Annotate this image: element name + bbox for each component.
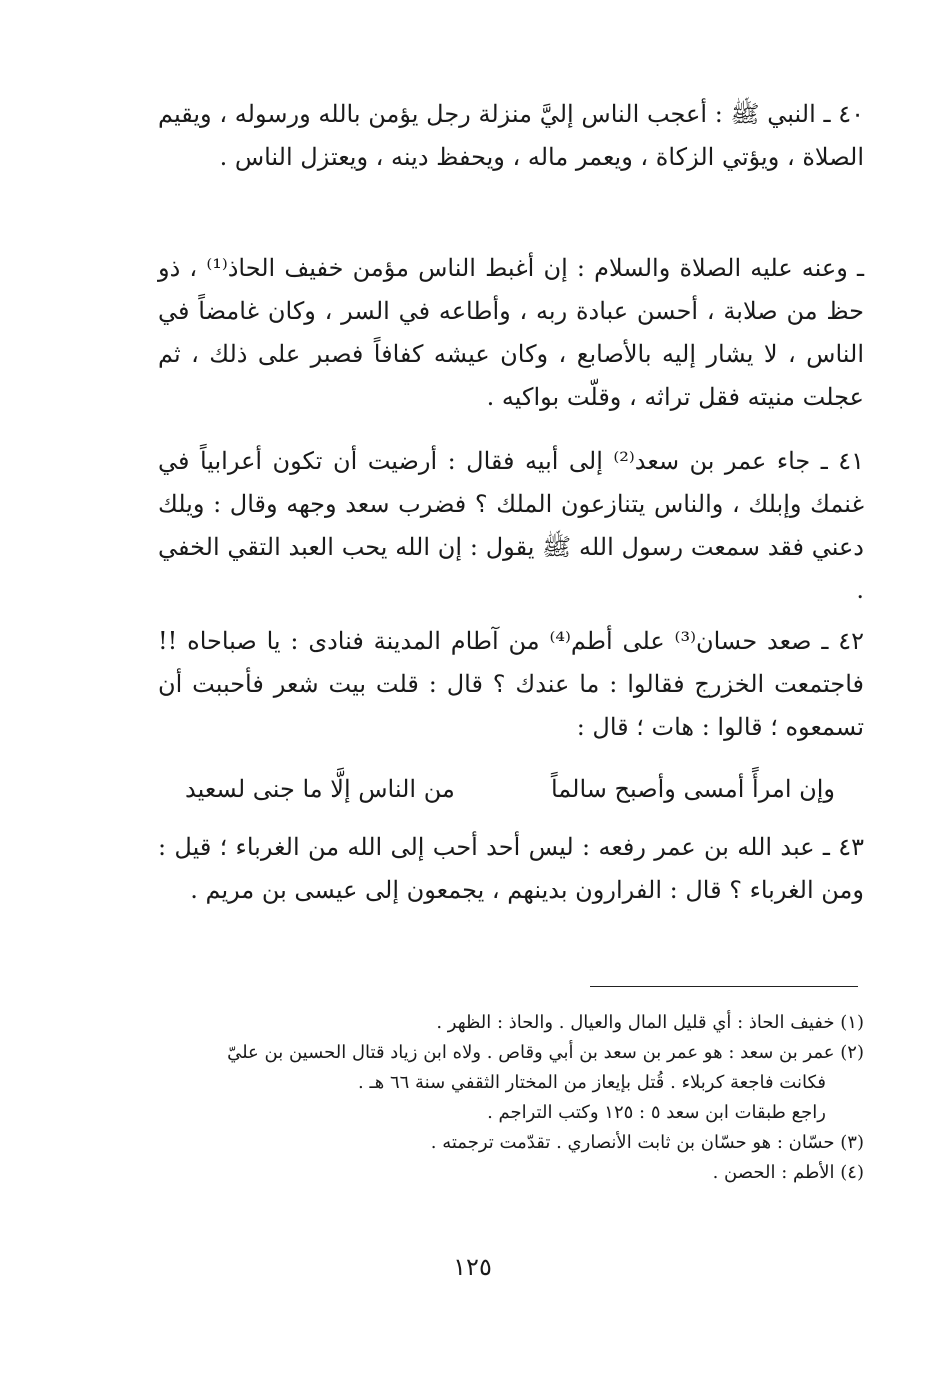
footnote-2: (٢) عمر بن سعد : هو عمر بن سعد بن أبي وقاص . ولاه ابن زياد قتال الحسين بن عليّ: [227, 1042, 864, 1063]
footnote-divider: [590, 986, 858, 987]
poetry-verse: [185, 766, 835, 812]
paragraph-40b-text: ـ وعنه عليه الصلاة والسلام : إن أغبط الناس مؤمن خفيف الحاذ⁽¹⁾ ، ذو حظ من صلابة ، أحسن عبادة ربه ، وأطاعه في السر ، وكان غامضاً في الناس ، لا يشار إليه بالأصابع ، وكان عيشه كفافاً فصبر على ذلك ، ثم عجلت منيته فقل تراثه ، وقلّت بواكيه .: [158, 254, 864, 411]
paragraph-40-text: ٤٠ ـ النبي ﷺ : أعجب الناس إليَّ منزلة رجل يؤمن بالله ورسوله ، ويقيم الصلاة ، ويؤتي الزكاة ، ويعمر ماله ، ويحفظ دينه ، ويعتزل الناس .: [158, 100, 864, 171]
footnotes: [150, 1008, 864, 1188]
paragraph-43-text: ٤٣ ـ عبد الله بن عمر رفعه : ليس أحد أحب إلى الله من الغرباء ؛ قيل : ومن الغرباء ؟ قال : الفرارون بدينهم ، يجمعون إلى عيسى بن مريم .: [158, 833, 864, 904]
paragraph-42-text: ٤٢ ـ صعد حسان⁽³⁾ على أطم⁽⁴⁾ من آطام المدينة فنادى : يا صباحاه !! فاجتمعت الخزرج فقالوا : ما عندك ؟ قال : قلت بيت شعر فأحببت أن تسمعوه ؛ قالوا : هات ؛ قال :: [158, 627, 865, 741]
paragraph-41-text: ٤١ ـ جاء عمر بن سعد⁽²⁾ إلى أبيه فقال : أرضيت أن تكون أعرابياً في غنمك وإبلك ، والناس يتنازعون الملك ؟ فضرب سعد وجهه وقال : ويلك دعني فقد سمعت رسول الله ﷺ يقول : إن الله يحب العبد التقي الخفي .: [158, 447, 864, 604]
verse-second-hemistich: من الناس إلَّا ما جنى لسعيد: [185, 775, 455, 803]
paragraph-43: [158, 826, 864, 912]
paragraph-41: [158, 440, 864, 612]
footnote-1: (١) خفيف الحاذ : أي قليل المال والعيال . والحاذ : الظهر .: [436, 1012, 864, 1033]
footnote-2-line-3: راجع طبقات ابن سعد ٥ : ١٢٥ وكتب التراجم .: [487, 1102, 826, 1123]
footnote-2-line-2: فكانت فاجعة كربلاء . قُتل بإيعاز من المختار الثقفي سنة ٦٦ هـ .: [358, 1072, 826, 1093]
page-number: ١٢٥: [453, 1253, 492, 1281]
verse-first-hemistich: وإن امرأً أمسى وأصبح سالماً: [550, 775, 835, 803]
footnote-3: (٣) حسّان : هو حسّان بن ثابت الأنصاري . تقدّمت ترجمته .: [430, 1132, 864, 1153]
paragraph-40: [158, 93, 864, 179]
footnote-4: (٤) الأطم : الحصن .: [712, 1162, 864, 1183]
paragraph-42: [158, 620, 864, 749]
paragraph-40-continuation: [158, 247, 864, 419]
